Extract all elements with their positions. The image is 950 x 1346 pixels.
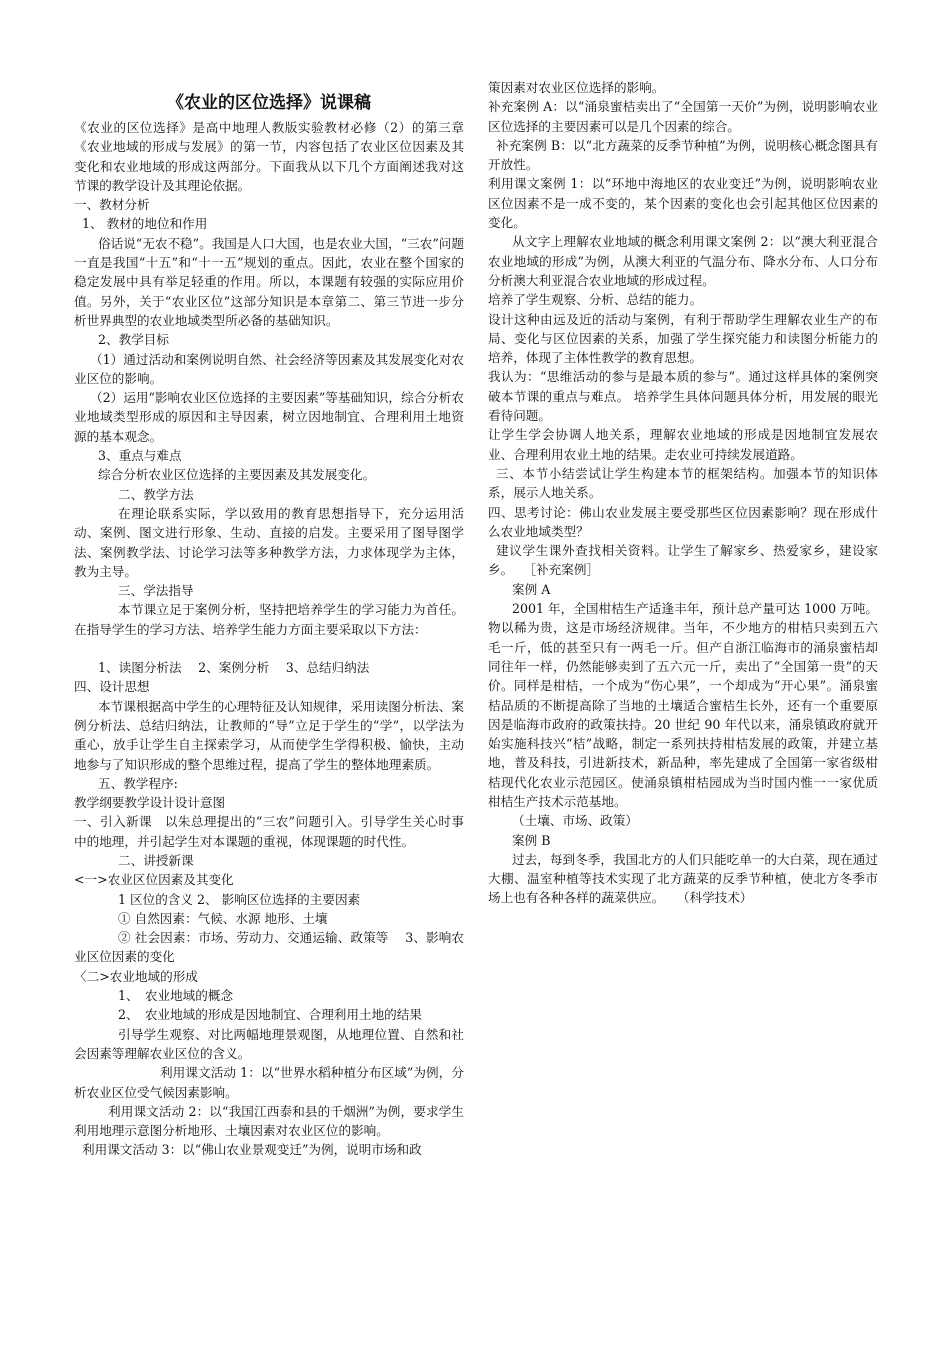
left-paragraph: 1、 农业地域的概念	[118, 988, 234, 1004]
left-paragraph: 2、 农业地域的形成是因地制宜、合理利用土地的结果	[118, 1007, 422, 1023]
left-paragraph: 2、教学目标	[98, 332, 169, 348]
left-paragraph: 利用课文活动 3：以“佛山农业景观变迁”为例，说明市场和政	[82, 1142, 422, 1158]
left-paragraph: 1、读图分析法 2、案例分析 3、总结归纳法	[98, 660, 370, 676]
right-paragraph: 案例 B	[512, 832, 551, 848]
left-paragraph: 一、引入新课 以朱总理提出的“三农”问题引入。引导学生关心时事中的地理，并引起学生对本课题的重视，体现课题的时代性。	[74, 814, 464, 849]
left-paragraph: 本节课根据高中学生的心理特征及认知规律，采用读图分析法、案例分析法、总结归纳法，让教师的“导”立足于学生的“学”，以学法为重心，放手让学生自主探索学习，从而使学生学得积极、愉快，主动地参与了知识形成的整个思维过程，提高了学生的整体地理素质。	[74, 698, 464, 772]
right-column	[488, 78, 878, 908]
left-paragraph: 一、教材分析	[74, 197, 150, 213]
document-title: 《农业的区位选择》说课稿	[167, 93, 371, 113]
left-column-body	[74, 118, 464, 1160]
right-paragraph: 培养了学生观察、分析、总结的能力。	[488, 292, 703, 308]
right-column-body	[488, 78, 878, 908]
left-paragraph: 引导学生观察、对比两幅地理景观图，从地理位置、自然和社会因素等理解农业区位的含义。	[74, 1026, 464, 1061]
right-paragraph: 补充案例 B：以“北方蔬菜的反季节种植”为例，说明核心概念图具有开放性。	[488, 137, 878, 173]
right-paragraph: （土壤、市场、政策）	[512, 813, 638, 829]
right-paragraph: 建议学生课外查找相关资料。让学生了解家乡、热爱家乡，建设家乡。 ［补充案例］	[488, 543, 878, 578]
left-paragraph: （1）通过活动和案例说明自然、社会经济等因素及其发展变化对农业区位的影响。	[74, 351, 464, 386]
left-paragraph: 综合分析农业区位选择的主要因素及其发展变化。	[98, 467, 376, 483]
right-paragraph: 过去，每到冬季，我国北方的人们只能吃单一的大白菜，现在通过大棚、温室种植等技术实现了北方蔬菜的反季节种植，使北方冬季市场上也有各种各样的蔬菜供应。 （科学技术）	[488, 851, 878, 906]
left-paragraph: 二、教学方法	[118, 486, 194, 502]
right-paragraph: 利用课文案例 1：以“环地中海地区的农业变迁”为例，说明影响农业区位因素不是一成不变的，某个因素的变化也会引起其他区位因素的变化。	[488, 176, 878, 231]
left-paragraph: ② 社会因素：市场、劳动力、交通运输、政策等 3、影响农业区位因素的变化	[74, 930, 464, 965]
left-paragraph: ① 自然因素：气候、水源 地形、土壤	[118, 910, 328, 926]
left-paragraph: （2）运用“影响农业区位选择的主要因素”等基础知识，综合分析农业地域类型形成的原因和主导因素，树立因地制宜、合理利用土地资源的基本观念。	[74, 390, 464, 444]
left-paragraph: 3、重点与难点	[98, 448, 182, 464]
left-paragraph: 二、讲授新课	[118, 852, 194, 868]
right-paragraph: 从文字上理解农业地域的概念利用课文案例 2：以“澳大利亚混合农业地域的形成”为例，从澳大利亚的气温分布、降水分布、人口分布分析澳大利亚混合农业地域的形成过程。	[488, 234, 878, 288]
left-paragraph: 教学纲要教学设计设计意图	[74, 795, 226, 811]
left-column	[74, 78, 464, 1160]
right-paragraph: 案例 A	[512, 581, 551, 597]
right-paragraph: 四、思考讨论：佛山农业发展主要受那些区位因素影响？现在形成什么农业地域类型？	[488, 504, 878, 539]
left-paragraph: 俗话说“无农不稳”。我国是人口大国，也是农业大国，“三农”问题一直是我国“十五”和“十一五”规划的重点。因此，农业在整个国家的稳定发展中具有举足轻重的作用。所以，本课题有较强的实际应用价值。另外，关于“农业区位”这部分知识是本章第二、第三节进一步分析世界典型的农业地域类型所必备的基础知识。	[74, 235, 464, 328]
left-paragraph: 利用课文活动 2：以“我国江西泰和县的千烟洲”为例，要求学生利用地理示意图分析地形、土壤因素对农业区位的影响。	[74, 1103, 464, 1139]
left-paragraph: 1 区位的含义 2、 影响区位选择的主要因素	[118, 891, 361, 907]
left-paragraph: 1、 教材的地位和作用	[82, 216, 208, 232]
left-paragraph: 五、教学程序:	[98, 775, 178, 791]
left-paragraph: 《农业的区位选择》是高中地理人教版实验教材必修（2）的第三章《农业地域的形成与发展》的第一节，内容包括了农业区位因素及其变化和农业地域的形成这两部分。下面我从以下几个方面阐述我对这节课的教学设计及其理论依据。	[74, 120, 464, 193]
left-paragraph: 〈二>农业地域的形成	[74, 968, 198, 984]
right-paragraph: 策因素对农业区位选择的影响。	[488, 80, 665, 95]
left-paragraph: 四、设计思想	[74, 679, 150, 695]
left-paragraph: <一>农业区位因素及其变化	[74, 872, 234, 888]
right-paragraph: 我认为：“思维活动的参与是最本质的参与”。通过这样具体的案例突破本节课的重点与难点。 培养学生具体问题具体分析，用发展的眼光看待问题。	[488, 369, 878, 424]
right-paragraph: 三、本节小结尝试让学生构建本节的框架结构。加强本节的知识体系，展示人地关系。	[488, 465, 878, 501]
left-paragraph: 在理论联系实际，学以致用的教育思想指导下，充分运用活动、案例、图文进行形象、生动、直接的启发。主要采用了图导图学法、案例教学法、讨论学习法等多种教学方法，力求体现学为主体，教为主导。	[74, 505, 464, 579]
right-paragraph: 让学生学会协调人地关系，理解农业地域的形成是因地制宜发展农业、合理利用农业土地的结果。走农业可持续发展道路。	[488, 427, 878, 462]
left-paragraph: 利用课文活动 1：以“世界水稻种植分布区域”为例，分析农业区位受气候因素影响。	[74, 1065, 464, 1100]
left-paragraph	[74, 639, 464, 658]
right-paragraph: 补充案例 A：以“涌泉蜜桔卖出了“全国第一天价”为例，说明影响农业区位选择的主要因素可以是几个因素的综合。	[488, 99, 878, 134]
left-paragraph: 三、学法指导	[118, 583, 194, 599]
right-paragraph: 设计这种由远及近的活动与案例，有利于帮助学生理解农业生产的布局、变化与区位因素的关系，加强了学生探究能力和读图分析能力的培养，体现了主体性教学的教育思想。	[488, 311, 878, 366]
right-paragraph: 2001 年，全国柑桔生产适逢丰年，预计总产量可达 1000 万吨。物以稀为贵，这是市场经济规律。当年，不少地方的柑桔只卖到五六毛一斤，低的甚至只有一两毛一斤。但产自浙江临海市的涌泉蜜桔却同往年一样，仍然能够卖到了五六元一斤，卖出了“全国第一贵”的天价。同样是柑桔，一个成为“伤心果”，一个却成为“开心果”。涌泉蜜桔品质的不断提高除了当地的土壤适合蜜桔生长外，还有一个重要原因是临海市政府的政策扶持。20 世纪 90 年代以来，涌泉镇政府就开始实施科技兴“桔”战略，制定一系列扶持柑桔发展的政策，并建立基地，普及科技，引进新技术，新品种，率先建成了全国第一家省级柑桔现代化农业示范园区。使涌泉镇柑桔园成为当时国内惟一一家优质柑桔生产技术示范基地。	[488, 601, 878, 809]
left-paragraph: 本节课立足于案例分析，坚持把培养学生的学习能力为首任。在指导学生的学习方法、培养学生能力方面主要采取以下方法：	[74, 602, 464, 637]
